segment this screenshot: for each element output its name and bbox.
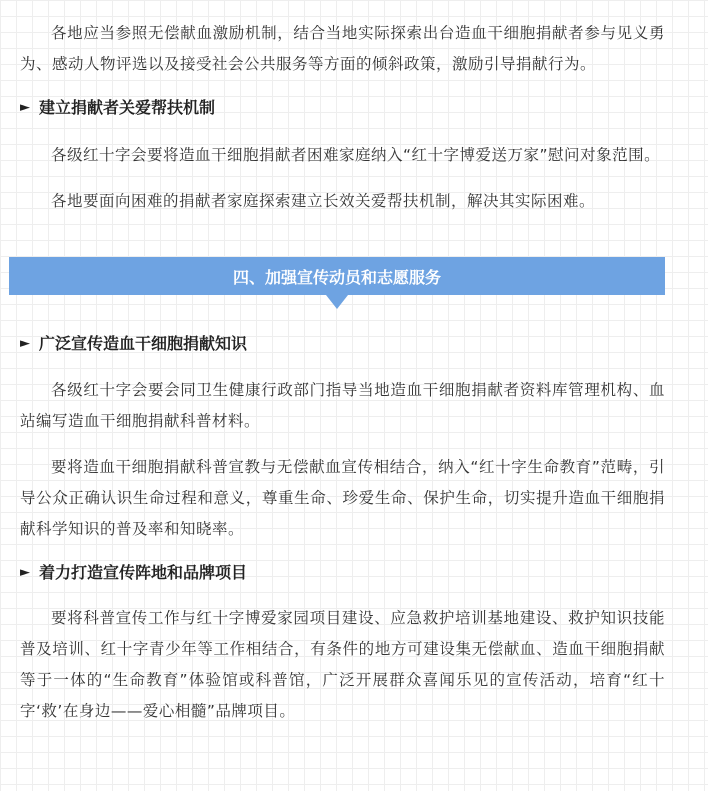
article-content xyxy=(20,18,665,727)
knowledge-paragraph-1: 各级红十字会要会同卫生健康行政部门指导当地造血干细胞捐献者资料库管理机构、血站编写造血干细胞捐献科普材料。 xyxy=(20,381,665,430)
banner-pointer xyxy=(326,295,348,309)
banner-title: 四、加强宣传动员和志愿服务 xyxy=(232,267,441,287)
section-heading-care xyxy=(20,96,665,120)
right-triangle-icon: ► xyxy=(20,565,30,580)
section-heading-brand xyxy=(20,561,665,585)
knowledge-paragraph-2: 要将造血干细胞捐献科普宣教与无偿献血宣传相结合，纳入“红十字生命教育”范畴，引导公众正确认识生命过程和意义，尊重生命、珍爱生命、保护生命，切实提升造血干细胞捐献科学知识的普及率和知晓率。 xyxy=(20,458,665,538)
care-paragraph-2: 各地要面向困难的捐献者家庭探索建立长效关爱帮扶机制，解决其实际困难。 xyxy=(51,192,596,210)
right-triangle-icon: ► xyxy=(20,336,30,351)
section-heading-text: 建立捐献者关爱帮扶机制 xyxy=(39,98,216,117)
section-heading-text: 着力打造宣传阵地和品牌项目 xyxy=(39,563,248,582)
section-banner xyxy=(9,257,665,295)
section-heading-text: 广泛宣传造血干细胞捐献知识 xyxy=(39,334,248,353)
intro-paragraph: 各地应当参照无偿献血激励机制，结合当地实际探索出台造血干细胞捐献者参与见义勇为、感动人物评选以及接受社会公共服务等方面的倾斜政策，激励引导捐献行为。 xyxy=(20,24,665,73)
care-paragraph-1: 各级红十字会要将造血干细胞捐献者困难家庭纳入“红十字博爱送万家”慰问对象范围。 xyxy=(51,146,661,164)
section-heading-knowledge xyxy=(20,332,665,356)
brand-paragraph-1: 要将科普宣传工作与红十字博爱家园项目建设、应急救护培训基地建设、救护知识技能普及培训、红十字青少年等工作相结合，有条件的地方可建设集无偿献血、造血干细胞捐献等于一体的“生命教育”体验馆或科普馆，广泛开展群众喜闻乐见的宣传活动，培育“红十字‘救’在身边——爱心相髓”品牌项目。 xyxy=(20,609,665,720)
right-triangle-icon: ► xyxy=(20,100,30,115)
